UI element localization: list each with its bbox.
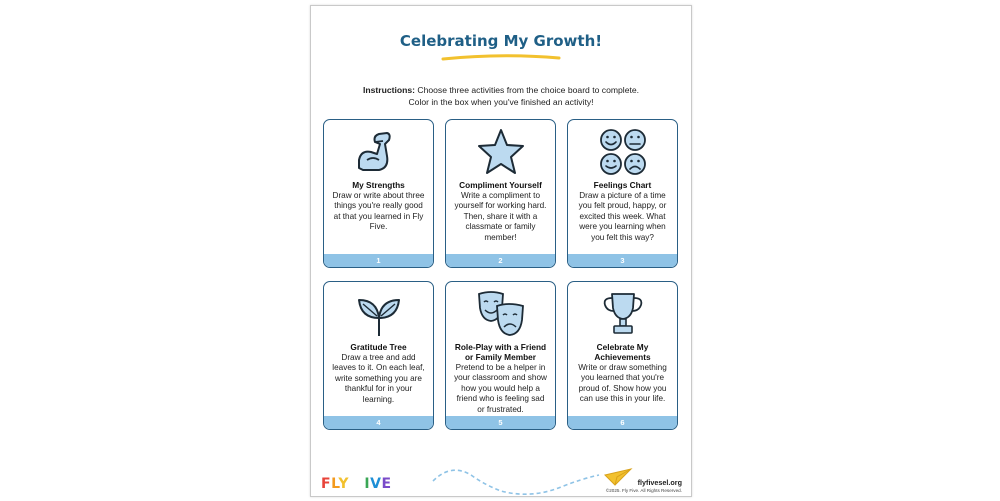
logo-letter: L [331, 476, 339, 492]
card-number-box[interactable]: 5 [446, 416, 555, 429]
instructions-label: Instructions: [362, 85, 415, 95]
page-title: Celebrating My Growth! [399, 32, 603, 50]
trophy-icon [597, 288, 649, 340]
sprout-icon [353, 288, 405, 340]
activity-card-compliment-yourself[interactable] [445, 119, 556, 268]
flight-path-decoration [431, 461, 601, 501]
logo-letter: F [321, 476, 332, 492]
fly-five-logo [321, 476, 392, 492]
activity-card-gratitude-tree[interactable] [323, 281, 434, 430]
card-number-box[interactable]: 3 [568, 254, 677, 267]
worksheet-page [310, 5, 692, 497]
card-number-box[interactable]: 6 [568, 416, 677, 429]
card-description: Draw a picture of a time you felt proud, happy, or excited this week. What were you learning when you felt this way? [578, 191, 667, 242]
logo-letter: I [364, 476, 371, 492]
card-title: My Strengths [352, 180, 405, 190]
star-icon [475, 126, 527, 178]
logo-letter: V [370, 476, 382, 492]
title-underline [441, 52, 561, 62]
feelings-faces-icon [597, 126, 649, 178]
copyright-notice: ©2025. Fly Five. All Rights Reserved. [605, 488, 682, 493]
activity-card-my-strengths[interactable] [323, 119, 434, 268]
card-title: Gratitude Tree [350, 342, 407, 352]
logo-letter: E [381, 476, 392, 492]
website-url[interactable]: flyfivesel.org [637, 478, 682, 487]
card-description: Pretend to be a helper in your classroom and show how you would help a friend who is feeling sad or frustrated. [454, 363, 547, 414]
card-title: Celebrate My Achievements [594, 342, 651, 362]
card-title: Role-Play with a Friend or Family Member [454, 342, 547, 362]
paper-plane-icon [603, 465, 633, 487]
instructions [333, 84, 669, 108]
card-description: Write a compliment to yourself for working hard. Then, share it with a classmate or family member! [454, 191, 547, 242]
card-description: Write or draw something you learned that you're proud of. Show how you can use this in your life. [578, 363, 667, 404]
card-number-box[interactable]: 1 [324, 254, 433, 267]
logo-letter: Y [338, 476, 349, 492]
card-description: Draw a tree and add leaves to it. On each leaf, write something you are thankful for in your learning. [332, 353, 425, 404]
activity-card-role-play[interactable] [445, 281, 556, 430]
flexed-arm-icon [353, 126, 405, 178]
logo-letter: F [354, 476, 365, 492]
card-number-box[interactable]: 2 [446, 254, 555, 267]
card-title: Feelings Chart [593, 180, 652, 190]
activity-card-celebrate-achievements[interactable] [567, 281, 678, 430]
card-description: Draw or write about three things you're really good at that you learned in Fly Five. [332, 191, 425, 232]
instructions-line2: Color in the box when you've finished an activity! [408, 97, 594, 107]
instructions-line1: Choose three activities from the choice board to complete. [417, 85, 640, 95]
card-number-box[interactable]: 4 [324, 416, 433, 429]
activity-card-feelings-chart[interactable] [567, 119, 678, 268]
theater-masks-icon [475, 288, 527, 340]
card-title: Compliment Yourself [459, 180, 542, 190]
